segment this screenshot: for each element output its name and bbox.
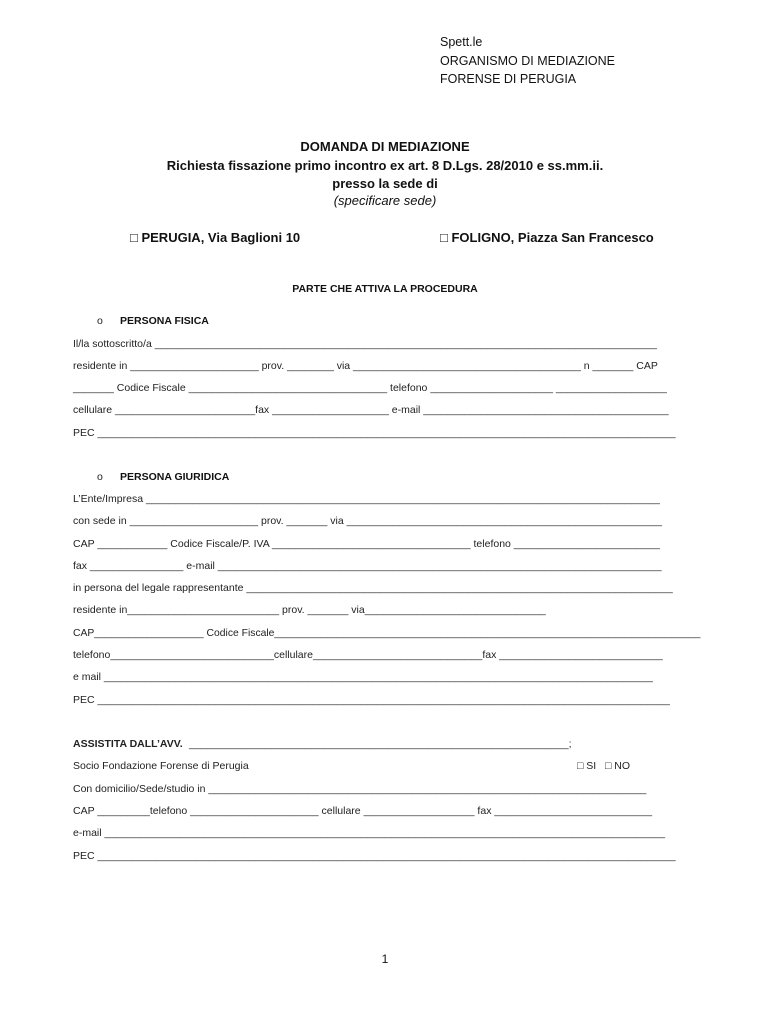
persona-fisica-line[interactable]: _______ Codice Fiscale __________________________________ telefono _____________________ ___________________ (73, 382, 667, 394)
socio-si-checkbox[interactable]: □ SI (577, 760, 597, 772)
sede-foligno-checkbox[interactable]: □ FOLIGNO, Piazza San Francesco (440, 230, 654, 245)
assistenza-line[interactable]: e-mail ________________________________________________________________________________________________ (73, 827, 666, 839)
persona-fisica-bullet[interactable]: o (97, 315, 103, 327)
persona-giuridica-bullet[interactable]: o (97, 471, 103, 483)
persona-giuridica-line[interactable]: fax ________________ e-mail ____________________________________________________________________________ (73, 560, 662, 572)
persona-fisica-line[interactable]: residente in ______________________ prov. ________ via _______________________________________ n _______ CAP (73, 360, 658, 372)
persona-giuridica-heading: PERSONA GIURIDICA (120, 471, 230, 483)
document-subtitle: Richiesta fissazione primo incontro ex art. 8 D.Lgs. 28/2010 e ss.mm.ii. (166, 158, 604, 173)
document-title: DOMANDA DI MEDIAZIONE (300, 139, 470, 154)
socio-no-checkbox[interactable]: □ NO (605, 760, 631, 772)
location-label: presso la sede di (332, 176, 438, 191)
location-hint: (specificare sede) (333, 193, 437, 208)
recipient-org-line1: ORGANISMO DI MEDIAZIONE (440, 54, 616, 68)
persona-giuridica-line[interactable]: e mail ______________________________________________________________________________________________ (73, 671, 653, 683)
persona-giuridica-line[interactable]: telefono____________________________cellulare_____________________________fax ____________________________ (73, 649, 663, 661)
assistenza-line[interactable]: CAP _________telefono ______________________ cellulare ___________________ fax ___________________________ (73, 805, 653, 817)
persona-fisica-line[interactable]: PEC ___________________________________________________________________________________________________ (73, 427, 676, 439)
persona-giuridica-line[interactable]: CAP ____________ Codice Fiscale/P. IVA __________________________________ telefono _________________________ (73, 538, 660, 550)
assistita-avv-field[interactable]: _________________________________________________________________; (189, 738, 572, 750)
sede-perugia-checkbox[interactable]: □ PERUGIA, Via Baglioni 10 (130, 230, 301, 245)
persona-giuridica-line[interactable]: con sede in ______________________ prov. _______ via ______________________________________________________ (73, 515, 662, 527)
assistita-avv-label: ASSISTITA DALL’AVV. (73, 738, 183, 750)
page-number: 1 (381, 952, 389, 966)
recipient-org-line2: FORENSE DI PERUGIA (440, 72, 577, 86)
socio-fondazione-label: Socio Fondazione Forense di Perugia (73, 760, 249, 772)
persona-giuridica-line[interactable]: residente in__________________________ prov. _______ via_______________________________ (73, 604, 546, 616)
persona-giuridica-line[interactable]: L’Ente/Impresa ________________________________________________________________________________________ (73, 493, 660, 505)
persona-giuridica-line[interactable]: in persona del legale rappresentante _________________________________________________________________________ (73, 582, 673, 594)
persona-giuridica-line[interactable]: PEC __________________________________________________________________________________________________ (73, 694, 670, 706)
assistenza-line[interactable]: PEC ___________________________________________________________________________________________________ (73, 850, 676, 862)
persona-fisica-heading: PERSONA FISICA (120, 315, 209, 327)
persona-fisica-line[interactable]: cellulare ________________________fax ____________________ e-mail __________________________________________ (73, 404, 669, 416)
section-header: PARTE CHE ATTIVA LA PROCEDURA (292, 283, 478, 295)
persona-giuridica-line[interactable]: CAP___________________ Codice Fiscale__________________________________________________________________________ (73, 627, 701, 639)
assistenza-line[interactable]: Con domicilio/Sede/studio in ___________________________________________________________________________ (73, 783, 647, 795)
persona-fisica-line[interactable]: Il/la sottoscritto/a ______________________________________________________________________________________ (73, 338, 657, 350)
recipient-salutation: Spett.le (440, 35, 483, 49)
